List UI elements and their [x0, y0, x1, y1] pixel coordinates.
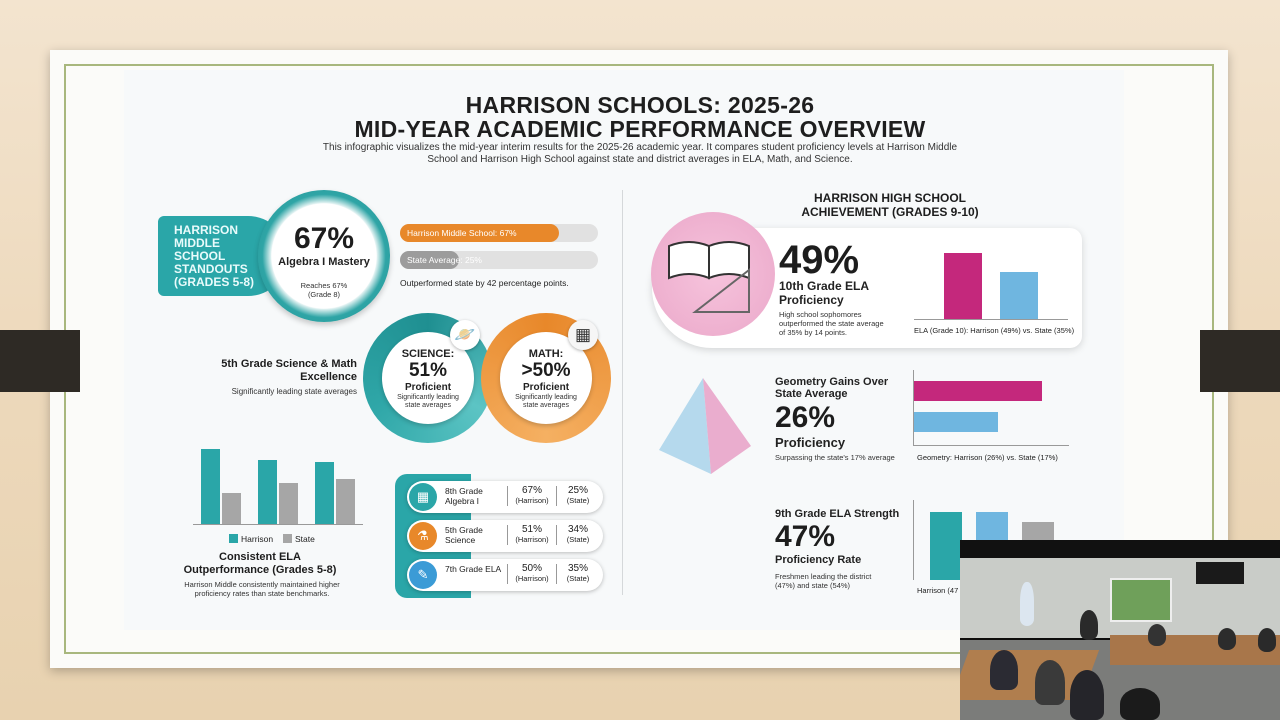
geometry-heading: Geometry Gains Over State Average	[775, 376, 889, 400]
pyramid-icon	[655, 376, 755, 476]
bar-harrison	[258, 460, 277, 524]
cam-ceiling	[960, 540, 1280, 558]
cam-person	[1218, 628, 1236, 650]
ela10-pct: 49%	[779, 238, 860, 282]
cam-person	[1020, 582, 1034, 626]
sci-math-sub: Significantly leading state averages	[231, 387, 357, 396]
ela10-caption: ELA (Grade 10): Harrison (49%) vs. State (35%)	[914, 326, 1075, 335]
algebra-ring	[258, 190, 390, 322]
ela10-label: 10th Grade ELA Proficiency	[779, 279, 869, 307]
math-pct: >50%	[521, 360, 571, 381]
geometry-axis-y	[913, 370, 914, 446]
bar-harrison	[944, 253, 982, 319]
ms-hbar-harrison	[400, 224, 598, 242]
row-name: 7th Grade ELA	[445, 564, 502, 574]
science-pct: 51%	[408, 360, 448, 381]
row-name: 5th Grade Science	[445, 525, 483, 545]
row-harrison	[507, 564, 557, 584]
row-harrison	[507, 486, 557, 506]
grid-icon: ▦	[409, 483, 437, 511]
ms-ela-axis	[193, 524, 363, 525]
geometry-caption: Geometry: Harrison (26%) vs. State (17%)	[917, 453, 1058, 462]
row-harrison-label: (Harrison)	[515, 496, 549, 505]
ms-hbar-harrison-label: Harrison Middle School: 67%	[407, 228, 517, 238]
cam-projector-screen	[1110, 578, 1172, 622]
science-detail: Significantly leading state averages	[397, 394, 459, 409]
ela9-pct: 47%	[775, 520, 836, 553]
cam-table-back	[1110, 635, 1280, 665]
bar-state	[914, 412, 998, 432]
webcam-video	[960, 540, 1280, 720]
row-name: 8th Grade Algebra I	[445, 486, 483, 506]
ela10-detail: High school sophomores outperformed the state average of 35% by 14 points.	[779, 310, 884, 337]
page-title-line2: MID-YEAR ACADEMIC PERFORMANCE OVERVIEW	[354, 116, 926, 142]
ms-bars-note: Outperformed state by 42 percentage points.	[400, 278, 569, 288]
legend-harrison: Harrison	[241, 534, 274, 544]
right-dark-bar	[1200, 330, 1280, 392]
bar-harrison	[315, 462, 334, 524]
row-harrison-value: 50%	[521, 563, 542, 574]
row-harrison	[507, 525, 557, 545]
legend-state: State	[295, 534, 315, 544]
cam-person	[1148, 624, 1166, 646]
pencil-icon: ✎	[409, 561, 437, 589]
math-label: Proficient	[522, 382, 570, 393]
row-state-value: 34%	[567, 524, 588, 535]
ms-ela-heading: Consistent ELA Outperformance (Grades 5-8)	[183, 551, 337, 576]
bar-harrison	[914, 381, 1042, 401]
ms-hbar-state-label: State Average: 25%	[407, 255, 482, 265]
cam-person	[1080, 610, 1098, 640]
row-state-label: (State)	[566, 574, 590, 583]
middle-school-badge-label: HARRISON MIDDLE SCHOOL STANDOUTS (GRADES 5-8)	[174, 223, 255, 289]
row-harrison-label: (Harrison)	[515, 535, 549, 544]
algebra-label: Algebra I Mastery	[278, 256, 370, 268]
table-row	[407, 520, 603, 552]
geometry-pct: 26%	[775, 401, 836, 434]
geometry-axis-x	[913, 445, 1069, 446]
science-label: Proficient	[404, 382, 452, 393]
left-dark-bar	[0, 330, 80, 392]
table-row	[407, 559, 603, 591]
ela9-label: Proficiency Rate	[775, 554, 862, 566]
calculator-icon: ▦	[568, 320, 598, 350]
ela10-axis	[914, 319, 1068, 320]
planet-icon: 🪐	[450, 320, 480, 350]
bar-state	[1000, 272, 1038, 319]
algebra-pct: 67%	[293, 222, 355, 255]
bar-state	[279, 483, 298, 524]
ms-hbar-state	[400, 251, 598, 269]
table-row	[407, 481, 603, 513]
bar-0	[930, 512, 962, 580]
ela9-axis-y	[913, 500, 914, 580]
cam-person	[1070, 670, 1104, 720]
cam-tv	[1196, 562, 1244, 584]
row-state-label: (State)	[566, 535, 590, 544]
row-harrison-value: 67%	[521, 485, 542, 496]
book-ruler-icon	[651, 212, 775, 336]
ela9-detail-line2: (47%) and state (54%)	[775, 581, 851, 590]
row-harrison-value: 51%	[521, 524, 542, 535]
row-state-value: 25%	[567, 485, 588, 496]
bar-harrison	[201, 449, 220, 524]
ela9-heading: 9th Grade ELA Strength	[775, 508, 900, 520]
ms-ela-sub: Harrison Middle consistently maintained higher proficiency rates than state benchmarks.	[184, 580, 340, 598]
math-detail: Significantly leading state averages	[515, 394, 577, 409]
algebra-detail: Reaches 67% (Grade 8)	[300, 281, 348, 299]
bar-state	[222, 493, 241, 524]
math-name: MATH:	[528, 348, 564, 360]
ela9-detail-line1: Freshmen leading the district	[775, 572, 872, 581]
row-state-value: 35%	[567, 563, 588, 574]
cam-person	[990, 650, 1018, 690]
row-state	[557, 564, 599, 584]
section-divider	[622, 190, 623, 595]
flask-icon: ⚗	[409, 522, 437, 550]
legend-harrison-swatch	[229, 534, 238, 543]
geometry-label: Proficiency	[775, 435, 846, 450]
ela9-detail	[775, 572, 871, 590]
row-state	[557, 525, 599, 545]
science-name: SCIENCE:	[401, 348, 455, 360]
row-state-label: (State)	[566, 496, 590, 505]
page-subtitle: This infographic visualizes the mid-year interim results for the 2025-26 academic year. It compares student proficiency levels at Harrison Middle School and Harrison High School against state and district averages in ELA, Math, and Science.	[322, 142, 958, 165]
row-harrison-label: (Harrison)	[515, 574, 549, 583]
cam-person	[1120, 688, 1160, 720]
ela9-caption: Harrison (47	[917, 586, 959, 595]
cam-person	[1258, 628, 1276, 652]
row-state	[557, 486, 599, 506]
bar-state	[336, 479, 355, 524]
geometry-detail: Surpassing the state's 17% average	[775, 453, 895, 462]
cam-person	[1035, 660, 1065, 705]
legend-state-swatch	[283, 534, 292, 543]
page-title-line1: HARRISON SCHOOLS: 2025-26	[465, 92, 815, 118]
hs-heading: HARRISON HIGH SCHOOL ACHIEVEMENT (GRADES 9-10)	[801, 191, 979, 219]
sci-math-heading: 5th Grade Science & Math Excellence	[221, 358, 357, 383]
